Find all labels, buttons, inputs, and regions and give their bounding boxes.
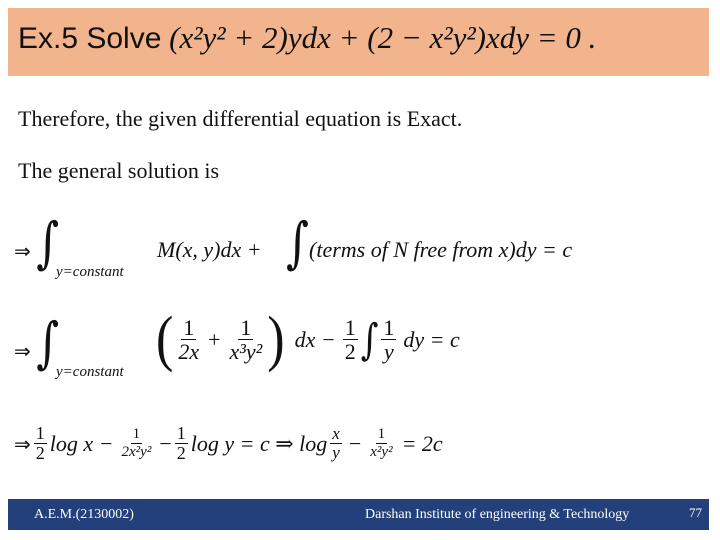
equation-1 bbox=[14, 211, 60, 276]
left-paren: ( bbox=[156, 305, 174, 374]
denominator: 2 bbox=[176, 442, 186, 463]
equation-2-mid: dx − bbox=[294, 327, 336, 352]
denominator: y bbox=[332, 442, 340, 462]
fraction bbox=[175, 424, 188, 464]
institute-name: Darshan Institute of engineering & Technology bbox=[365, 507, 630, 522]
equation-2-body bbox=[156, 305, 460, 374]
equation-3-log2: log y = c ⇒ log bbox=[190, 430, 328, 456]
body-line-general-solution: The general solution is bbox=[18, 158, 220, 183]
integral-symbol: ∫ bbox=[286, 211, 309, 276]
right-paren: ) bbox=[267, 305, 285, 374]
body-line-exact: Therefore, the given differential equation is Exact. bbox=[18, 106, 463, 131]
fraction bbox=[120, 427, 154, 460]
implies-symbol: ⇒ bbox=[14, 339, 31, 363]
numerator: 1 bbox=[377, 426, 386, 443]
denominator: 2 bbox=[344, 338, 356, 364]
denominator: x³y² bbox=[229, 338, 263, 364]
numerator: 1 bbox=[344, 314, 356, 340]
denominator: 2x bbox=[178, 338, 200, 364]
equation-3-result: = 2c bbox=[401, 430, 443, 456]
plus-sign: + bbox=[208, 327, 221, 352]
title-label: Ex.5 Solve bbox=[18, 22, 162, 55]
numerator: x bbox=[332, 424, 340, 444]
slide-title bbox=[18, 20, 596, 56]
minus-sign: − bbox=[348, 430, 362, 456]
fraction bbox=[330, 425, 342, 463]
numerator: 1 bbox=[176, 423, 186, 443]
denominator: x²y² bbox=[370, 443, 393, 460]
integral-subscript: y=constant bbox=[56, 364, 124, 380]
fraction bbox=[34, 424, 47, 464]
integral-subscript: y=constant bbox=[56, 264, 124, 280]
integral-symbol: ∫ bbox=[360, 315, 379, 365]
numerator: 1 bbox=[35, 423, 45, 443]
integral-symbol: ∫ bbox=[36, 311, 60, 376]
equation-2 bbox=[14, 311, 60, 376]
numerator: 1 bbox=[383, 314, 395, 340]
fraction bbox=[381, 316, 396, 364]
numerator: 1 bbox=[132, 426, 141, 443]
title-equation: (x²y² + 2)ydx + (2 − x²y²)xdy = 0 . bbox=[169, 20, 597, 55]
numerator: 1 bbox=[240, 314, 252, 340]
numerator: 1 bbox=[183, 314, 195, 340]
fraction bbox=[228, 316, 265, 364]
fraction bbox=[343, 316, 358, 364]
course-code: A.E.M.(2130002) bbox=[34, 507, 134, 522]
implies-symbol: ⇒ bbox=[14, 431, 31, 456]
equation-3-log1: log x − bbox=[49, 430, 114, 456]
equation-2-tail: dy = c bbox=[403, 327, 460, 352]
minus-sign: − bbox=[159, 430, 172, 456]
fraction bbox=[176, 316, 201, 364]
integral-symbol: ∫ bbox=[36, 211, 60, 276]
denominator: 2 bbox=[35, 442, 45, 463]
denominator: y bbox=[384, 338, 394, 364]
page-number: 77 bbox=[689, 505, 702, 520]
denominator: 2x²y² bbox=[121, 443, 152, 460]
implies-symbol: ⇒ bbox=[14, 239, 31, 263]
equation-1-term-m: M(x, y)dx + bbox=[157, 237, 262, 262]
footer-bar bbox=[8, 499, 709, 530]
equation-3 bbox=[14, 424, 443, 464]
fraction bbox=[368, 427, 394, 460]
equation-1-term-n: (terms of N free from x)dy = c bbox=[309, 237, 573, 262]
